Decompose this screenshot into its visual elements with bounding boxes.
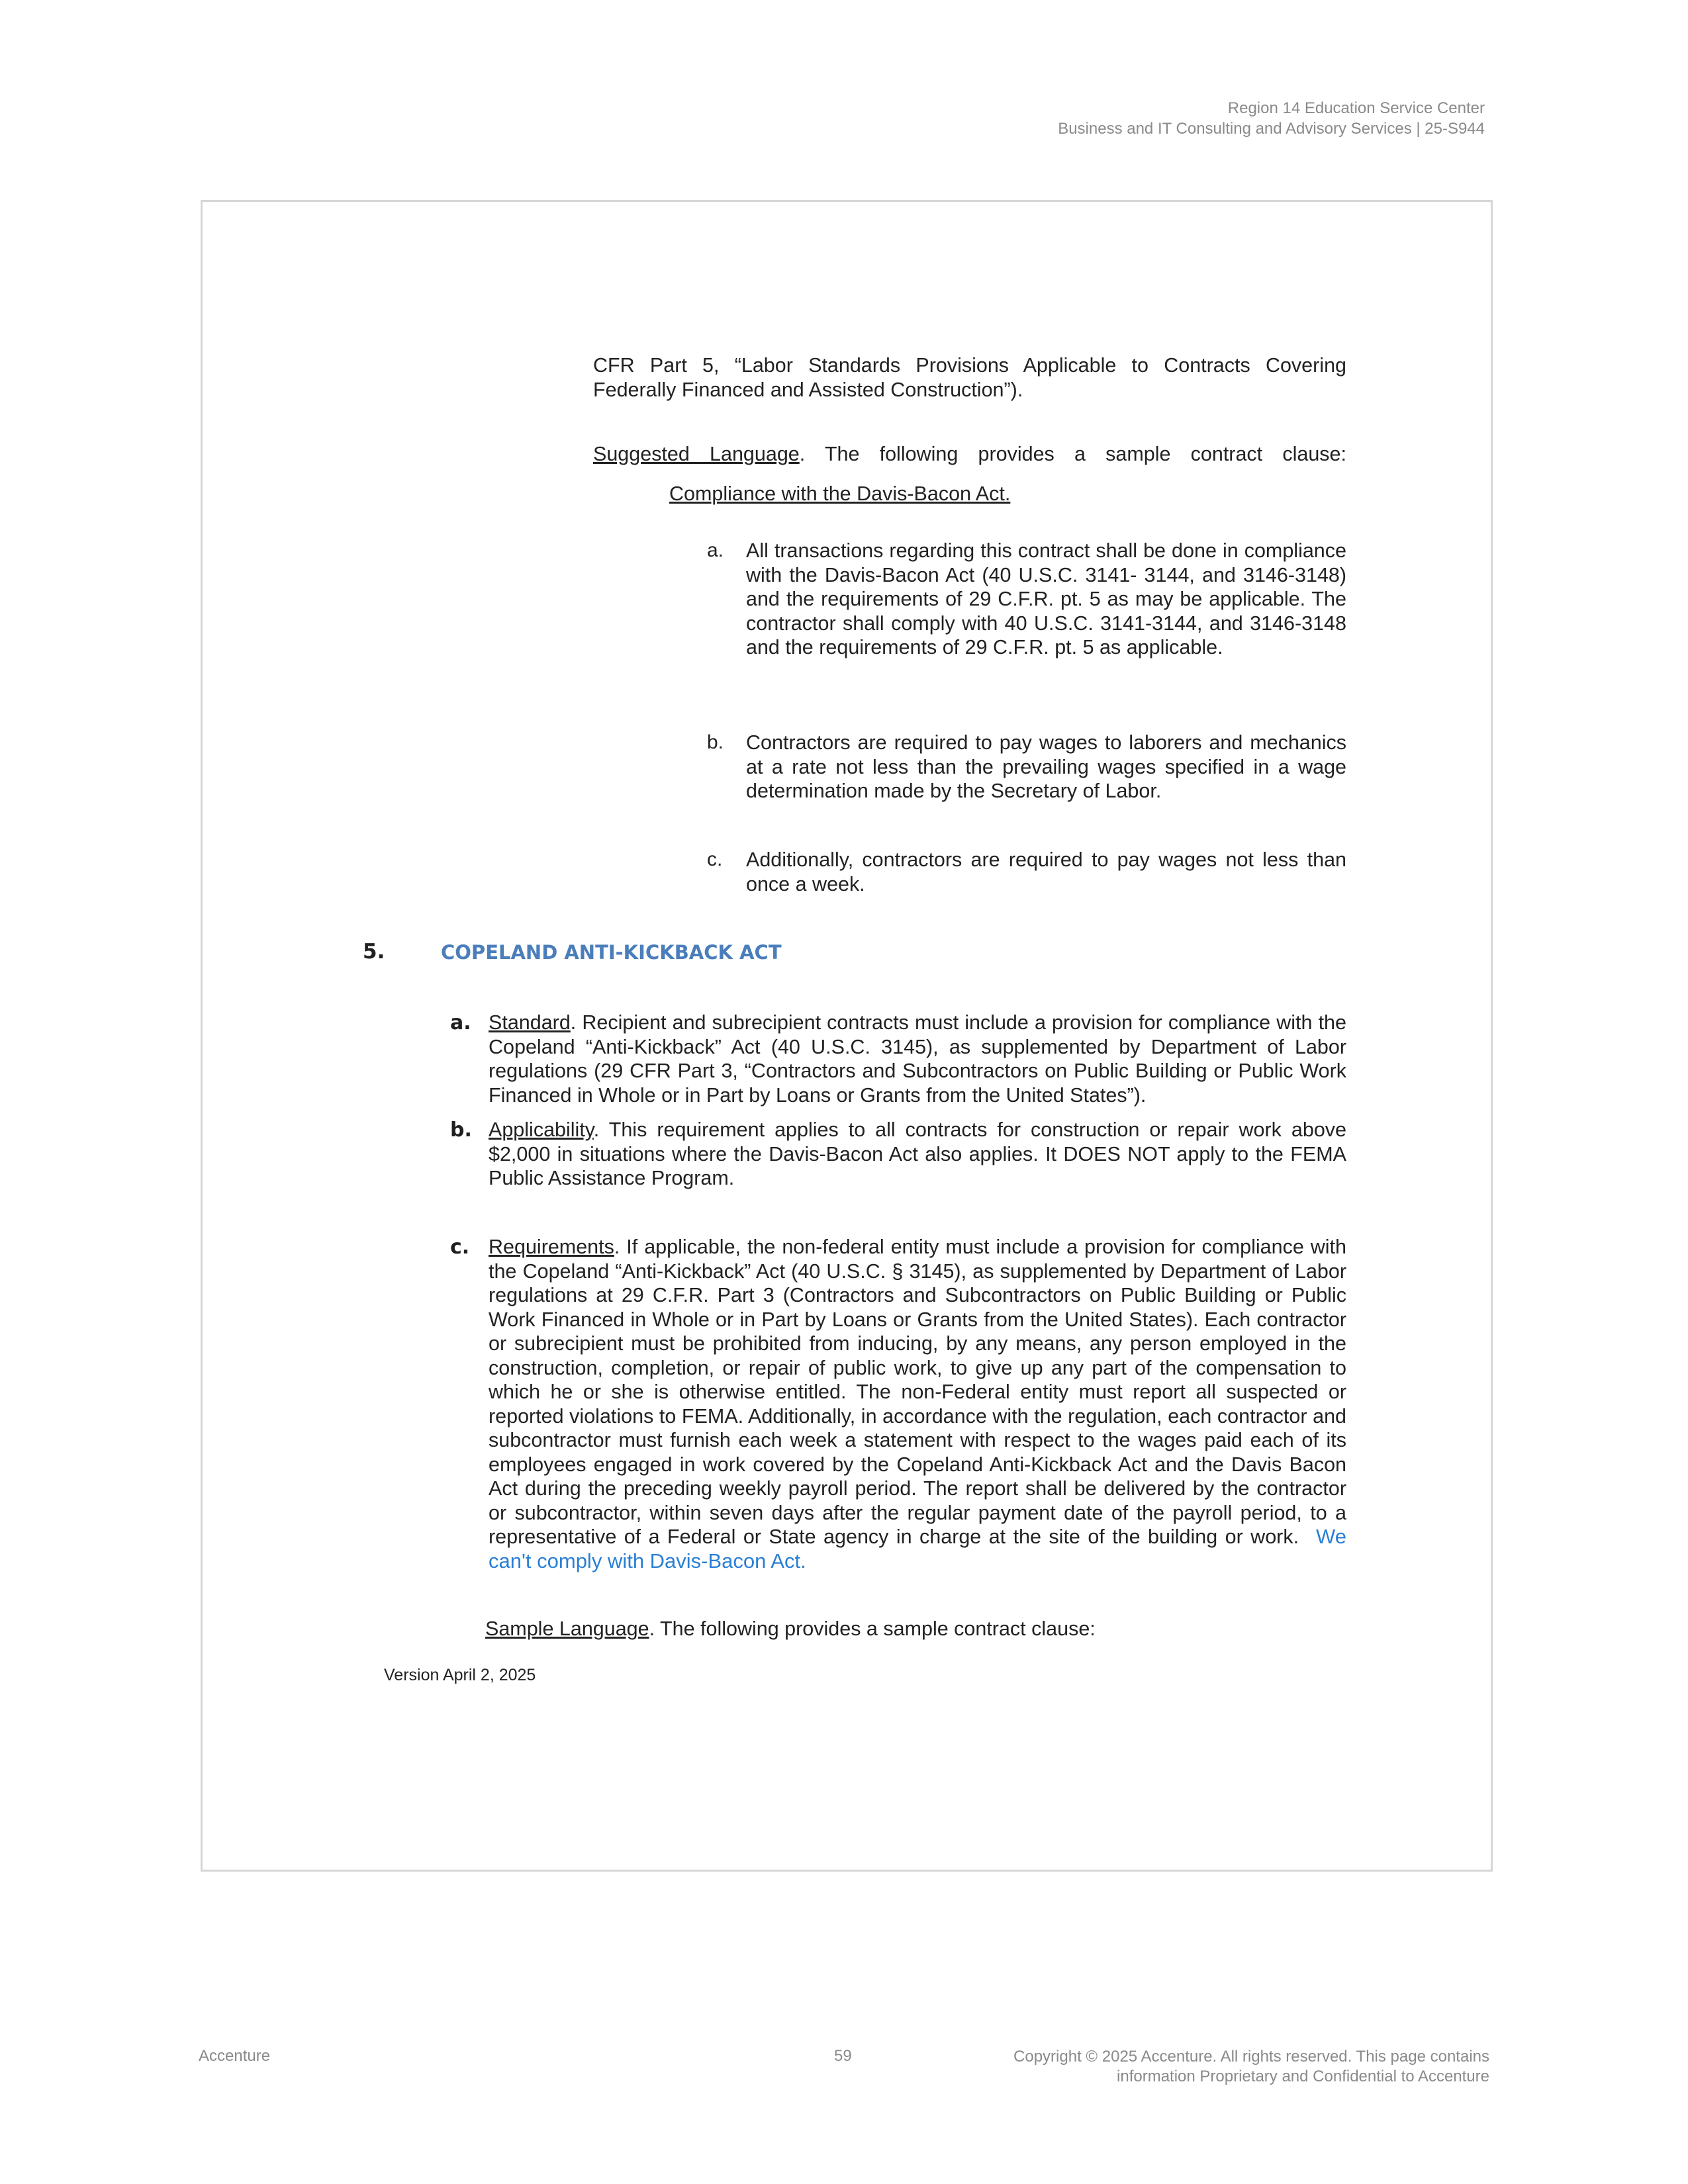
section-item-label: Standard xyxy=(489,1011,571,1034)
sample-language-label: Sample Language xyxy=(485,1617,649,1640)
section-item-marker: c. xyxy=(450,1236,470,1259)
section-item-marker: a. xyxy=(450,1011,471,1034)
clause-item-marker: c. xyxy=(707,848,723,870)
header-project: Business and IT Consulting and Advisory Services | 25-S944 xyxy=(1058,120,1485,138)
section-title: COPELAND ANTI-KICKBACK ACT xyxy=(441,941,782,964)
page-number: 59 xyxy=(834,2047,852,2065)
clause-item-text: All transactions regarding this contract shall be done in compliance with the Davis-Bacon Act (40 U.S.C. 3141- 3144, and 3146-3148) and the requirements of 29 C.F.R. pt. 5 as may be applicable. The contractor shall comply with 40 U.S.C. 3141-3144, and 3146-3148 and the requirements of 29 C.F.R. pt. 5 as applicable. xyxy=(746,539,1346,659)
version-label: Version April 2, 2025 xyxy=(384,1666,536,1684)
header-organization: Region 14 Education Service Center xyxy=(1227,99,1485,117)
suggested-language-paragraph xyxy=(593,442,1346,467)
clause-item-marker: a. xyxy=(707,539,724,561)
page-header xyxy=(1058,98,1485,139)
sample-language-paragraph xyxy=(485,1617,1096,1641)
sample-language-text: . The following provides a sample contract clause: xyxy=(649,1617,1096,1640)
compliance-heading: Compliance with the Davis-Bacon Act. xyxy=(669,482,1011,505)
copyright-line-2: information Proprietary and Confidential to Accenture xyxy=(1117,2068,1489,2085)
section-number: 5. xyxy=(363,940,385,964)
clause-item-text: Contractors are required to pay wages to laborers and mechanics at a rate not less than the prevailing wages specified in a wage determination made by the Secretary of Labor. xyxy=(746,731,1346,802)
reviewer-comment: We can't comply with Davis-Bacon Act. xyxy=(489,1525,1346,1572)
cfr-continuation-paragraph: CFR Part 5, “Labor Standards Provisions Applicable to Contracts Covering Federally Financed and Assisted Construction”). xyxy=(593,354,1346,401)
section-item-marker: b. xyxy=(450,1118,472,1142)
suggested-language-text: . The following provides a sample contract clause: xyxy=(799,443,1346,465)
copyright-line-1: Copyright © 2025 Accenture. All rights reserved. This page contains xyxy=(1013,2048,1489,2066)
section-item-requirements xyxy=(489,1235,1346,1573)
section-item-applicability xyxy=(489,1118,1346,1191)
section-item-standard xyxy=(489,1011,1346,1107)
section-item-text: . Recipient and subrecipient contracts must include a provision for compliance with the Copeland “Anti-Kickback” Act (40 U.S.C. 3145), as supplemented by Department of Labor regulations (29 CFR Part 3, “Contractors and Subcontractors on Public Building or Public Work Financed in Whole or in Part by Loans or Grants from the United States”). xyxy=(489,1011,1346,1107)
footer-company: Accenture xyxy=(199,2047,271,2065)
section-item-label: Requirements xyxy=(489,1236,614,1258)
footer-copyright xyxy=(1013,2047,1489,2087)
section-item-text: . If applicable, the non-federal entity must include a provision for compliance with the Copeland “Anti-Kickback” Act (40 U.S.C. § 3145), as supplemented by Department of Labor regulations at 29 C.F.R. Part 3 (Contractors and Subcontractors on Public Building or Public Work Financed in Whole or in Part by Loans or Grants from the United States). Each contractor or subrecipient must be prohibited from inducing, by any means, any person employed in the construction, completion, or repair of public work, to give up any part of the compensation to which he or she is otherwise entitled. The non-Federal entity must report all suspected or reported violations to FEMA. Additionally, in accordance with the regulation, each contractor and subcontractor must furnish each week a statement with respect to the wages paid each of its employees engaged in work covered by the Copeland Anti-Kickback Act and the Davis Bacon Act during the preceding weekly payroll period. The report shall be delivered by the contractor or subcontractor, within seven days after the regular payment date of the payroll period, to a representative of a Federal or State agency in charge at the site of the building or work. xyxy=(489,1236,1346,1548)
section-item-text: . This requirement applies to all contracts for construction or repair work above $2,000 in situations where the Davis-Bacon Act also applies. It DOES NOT apply to the FEMA Public Assistance Program. xyxy=(489,1118,1346,1189)
clause-item-text: Additionally, contractors are required to pay wages not less than once a week. xyxy=(746,848,1346,895)
section-item-label: Applicability xyxy=(489,1118,594,1141)
suggested-language-label: Suggested Language xyxy=(593,443,800,465)
clause-item-marker: b. xyxy=(707,731,724,753)
